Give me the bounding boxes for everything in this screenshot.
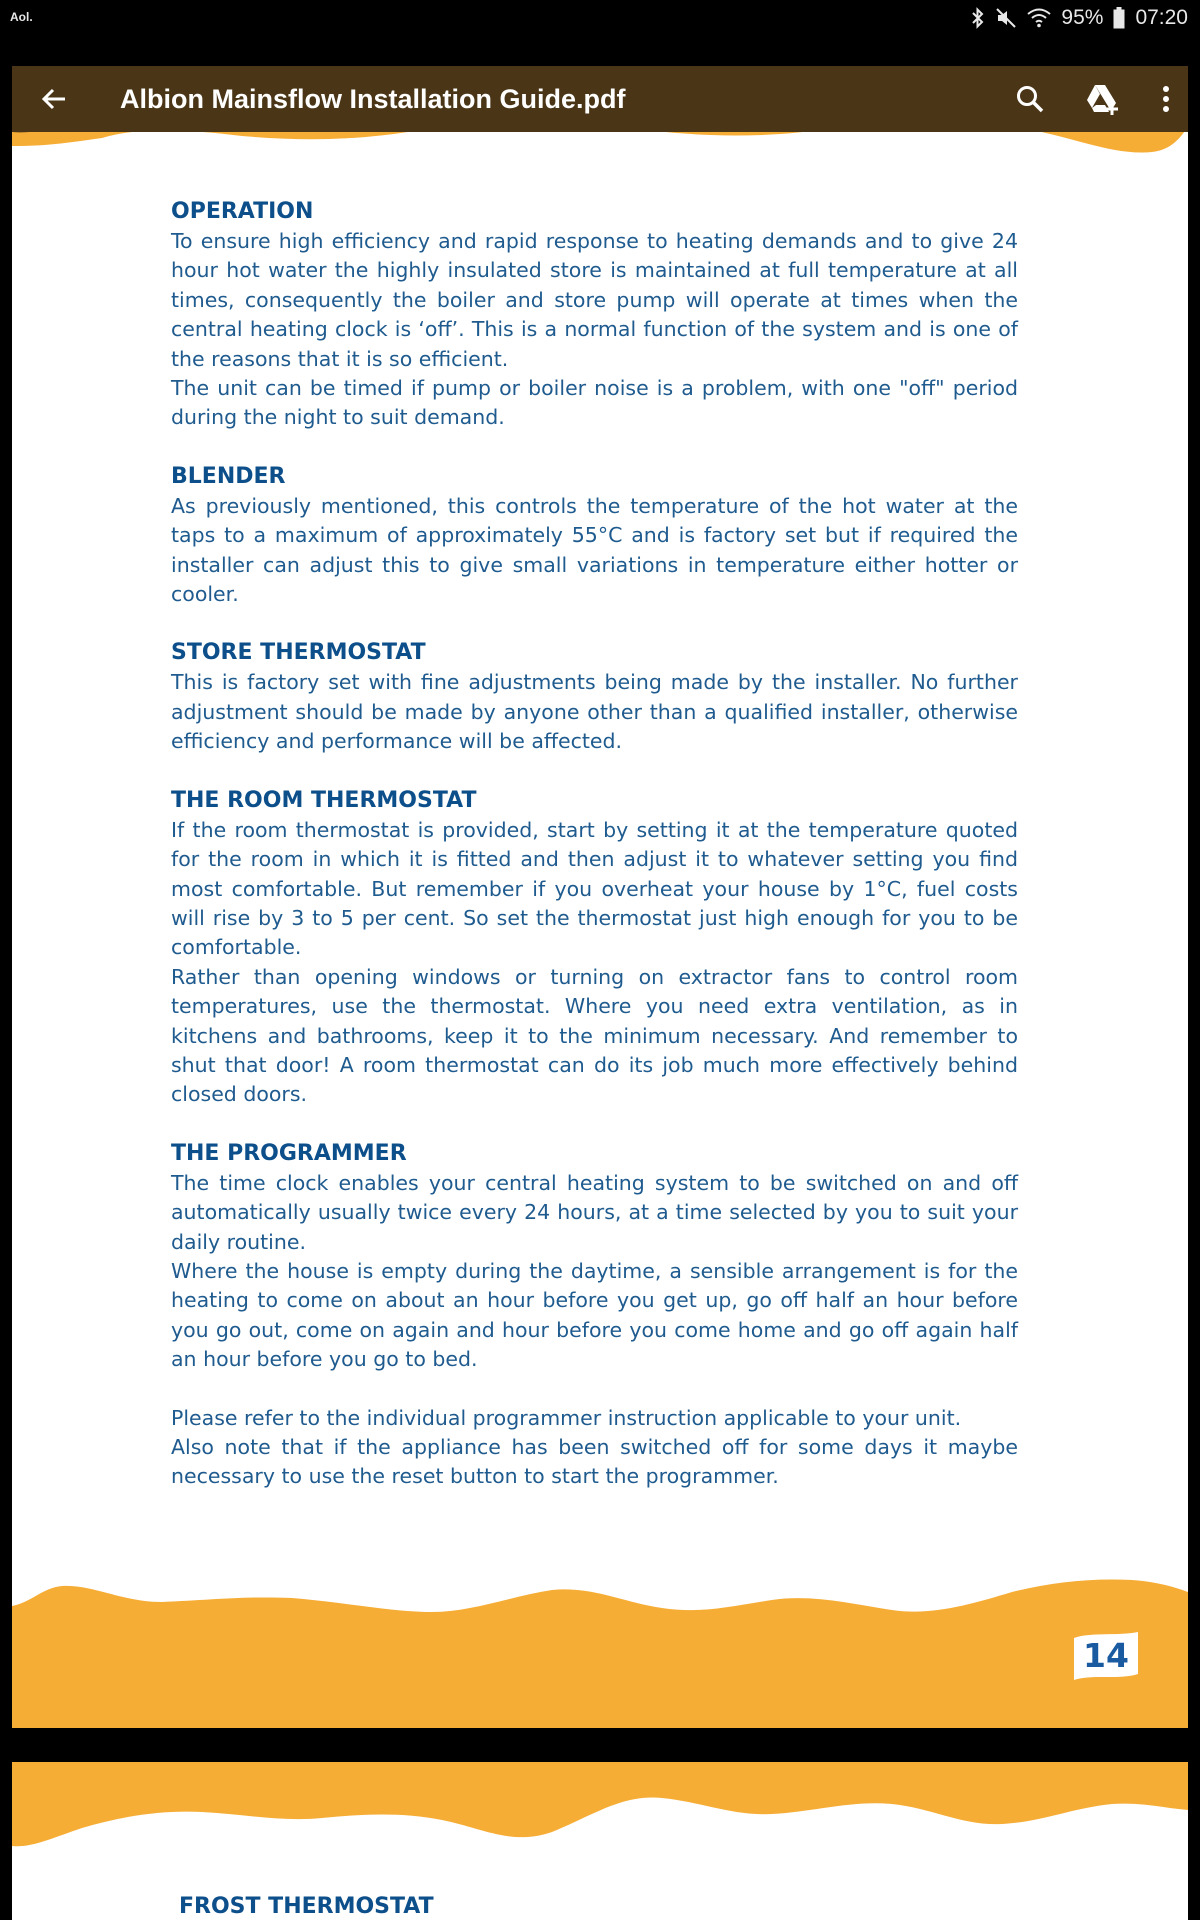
page-content (171, 197, 1018, 1521)
status-icons (971, 6, 1188, 30)
back-button[interactable] (30, 75, 78, 123)
search-icon (1015, 84, 1045, 114)
arrow-left-icon (40, 85, 68, 113)
add-to-drive-button[interactable] (1078, 75, 1126, 123)
section-operation (171, 197, 1018, 433)
bluetooth-icon (971, 7, 985, 29)
section-heading: THE PROGRAMMER (171, 1140, 407, 1166)
more-vert-icon (1161, 84, 1171, 114)
pdf-page-15 (12, 1762, 1188, 1920)
drive-add-icon (1084, 83, 1120, 115)
section-blender (171, 462, 1018, 610)
mute-icon (995, 7, 1017, 29)
wifi-icon (1027, 8, 1051, 28)
status-bar (0, 0, 1200, 40)
battery-icon (1113, 7, 1125, 29)
paragraph: The unit can be timed if pump or boiler noise is a problem, with one "off" period during the night to suit demand. (171, 376, 1018, 430)
page-footer-wave (12, 1578, 1188, 1728)
carrier-label: Aol. (10, 10, 33, 24)
search-button[interactable] (1006, 75, 1054, 123)
more-options-button[interactable] (1142, 75, 1190, 123)
paragraph: As previously mentioned, this controls the temperature of the hot water at the taps to a maximum of approximately 55°C and is factory set but if required the installer can adjust this to give small variations in temperature either hotter or cooler. (171, 493, 1018, 607)
paragraph: The time clock enables your central heating system to be switched on and off automatically usually twice every 24 hours, at a time selected by you to suit your daily routine. (171, 1170, 1018, 1254)
section-store-thermostat (171, 638, 1018, 756)
page-number: 14 (1083, 1636, 1129, 1675)
paragraph: This is factory set with fine adjustments being made by the installer. No further adjustment should be made by anyone other than a qualified installer, otherwise efficiency and performance will be affected. (171, 670, 1018, 754)
clock: 07:20 (1135, 6, 1188, 29)
paragraph: Please refer to the individual programmer instruction applicable to your unit. (171, 1405, 962, 1430)
section-heading: FROST THERMOSTAT (179, 1894, 434, 1919)
section-heading: BLENDER (171, 463, 286, 489)
paragraph: Also note that if the appliance has been switched off for some days it maybe necessary to use the reset button to start the programmer. (171, 1435, 1018, 1489)
paragraph: To ensure high efficiency and rapid response to heating demands and to give 24 hour hot water the highly insulated store is maintained at full temperature at all times, consequently the boiler and store pump will operate at times when the central heating clock is ‘off’. This is a normal function of the system and is one of the reasons that it is so efficient. (171, 229, 1018, 371)
paragraph: Where the house is empty during the daytime, a sensible arrangement is for the heating to come on about an hour before you get up, go off half an hour before you go out, come on again and hour before you come home and go off again half an hour before you go to bed. (171, 1258, 1018, 1372)
section-room-thermostat (171, 786, 1018, 1110)
section-programmer (171, 1139, 1018, 1492)
battery-percent: 95% (1061, 6, 1104, 29)
pdf-page-14 (12, 66, 1188, 1728)
section-heading: OPERATION (171, 199, 314, 224)
page-number-badge (1070, 1630, 1142, 1682)
page-header-wave (12, 1762, 1188, 1872)
section-heading: STORE THERMOSTAT (171, 640, 426, 666)
paragraph: Rather than opening windows or turning on extractor fans to control room temperatures, use the thermostat. Where you need extra ventilation, as in kitchens and bathrooms, keep it to the minimum necessary. And remember to shut that door! A room thermostat can do its job much more effectively behind closed doors. (171, 964, 1018, 1107)
section-heading: THE ROOM THERMOSTAT (171, 787, 477, 813)
document-title: Albion Mainsflow Installation Guide.pdf (120, 84, 626, 114)
paragraph: If the room thermostat is provided, start by setting it at the temperature quoted for the room in which it is fitted and then adjust it to whatever setting you find most comfortable. But remember if you overheat your house by 1°C, fuel costs will rise by 3 to 5 per cent. So set the thermostat just high enough for you to be comfortable. (171, 817, 1018, 960)
app-bar (12, 66, 1188, 132)
